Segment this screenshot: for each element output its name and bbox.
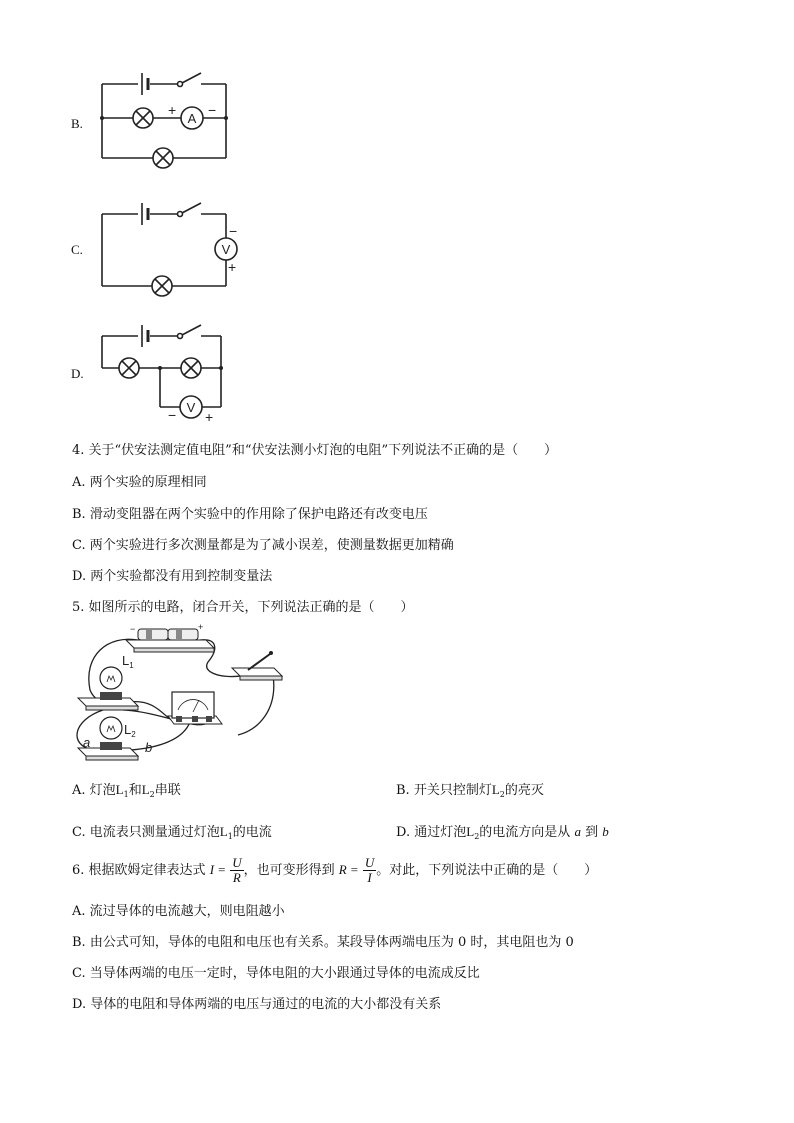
battery-minus-sign: −	[130, 624, 136, 634]
voltmeter-plus: +	[205, 409, 214, 425]
voltmeter-minus: −	[229, 223, 238, 239]
l1-label: $L_1$	[122, 653, 134, 670]
voltmeter-symbol: V	[221, 242, 231, 257]
q6-option-c: C. 当导体两端的电压一定时，导体电阻的大小跟通过导体的电流成反比	[72, 966, 480, 981]
lamp-l1-icon	[78, 667, 138, 710]
q5-option-d: D. 通过灯泡$L_2$的电流方向是从 a 到 b	[396, 824, 609, 841]
q5-option-c: C. 电流表只测量通过灯泡$L_1$的电流	[72, 824, 272, 841]
voltmeter-symbol: V	[186, 400, 196, 415]
ammeter-minus: −	[208, 102, 217, 118]
option-b-label: B.	[71, 116, 83, 131]
circuit-diagram-d	[95, 318, 235, 426]
ammeter-device-icon	[168, 692, 222, 724]
q4-stem: 4. 关于“伏安法测定值电阻”和“伏安法测小灯泡的电阻”下列说法不正确的是（ ）	[72, 443, 558, 458]
voltmeter-minus: −	[168, 407, 177, 423]
q6-option-a: A. 流过导体的电流越大，则电阻越小	[72, 904, 285, 919]
q5-physical-circuit-figure	[68, 620, 293, 780]
q4-option-b: B. 滑动变阻器在两个实验中的作用除了保护电路还有改变电压	[72, 507, 428, 522]
ammeter-symbol: A	[187, 111, 197, 126]
voltmeter-plus: +	[228, 259, 237, 275]
l2-label: $L_2$	[124, 722, 136, 739]
option-c-label: C.	[71, 242, 83, 257]
q6-option-d: D. 导体的电阻和导体两端的电压与通过的电流的大小都没有关系	[72, 997, 442, 1012]
q5-option-a: A. 灯泡$L_1$和$L_2$串联	[72, 782, 181, 799]
point-a-label: a	[83, 735, 91, 750]
ammeter-plus: +	[168, 102, 177, 118]
fraction-u-over-i: $\frac{U}{I}$	[364, 855, 375, 885]
wire	[130, 722, 190, 750]
q6-option-b: B. 由公式可知，导体的电阻和电压也有关系。某段导体两端电压为 0 时，其电阻也为 0	[72, 935, 574, 950]
circuit-diagram-c	[95, 196, 240, 304]
battery-holder-icon	[126, 629, 214, 652]
q4-option-c: C. 两个实验进行多次测量都是为了减小误差，使测量数据更加精确	[72, 538, 454, 553]
q4-option-d: D. 两个实验都没有用到控制变量法	[72, 569, 273, 584]
battery-plus-sign: +	[198, 622, 204, 632]
option-d-label: D.	[71, 366, 84, 381]
q4-option-a: A. 两个实验的原理相同	[72, 475, 207, 490]
circuit-diagram-b	[95, 62, 235, 170]
wire	[238, 675, 274, 735]
point-b-label: b	[145, 740, 153, 755]
fraction-u-over-r: $\frac{U}{R}$	[232, 855, 242, 885]
knife-switch-icon	[232, 651, 282, 680]
q5-stem: 5. 如图所示的电路，闭合开关，下列说法正确的是（ ）	[72, 600, 414, 615]
q6-stem: 6. 根据欧姆定律表达式 I = $\frac{U}{R}$ ，也可变形得到 R = $\frac{U}{I}$ 。对此，下列说法中正确的是（ ）	[72, 855, 598, 885]
q5-option-b: B. 开关只控制灯$L_2$的亮灭	[396, 782, 544, 799]
